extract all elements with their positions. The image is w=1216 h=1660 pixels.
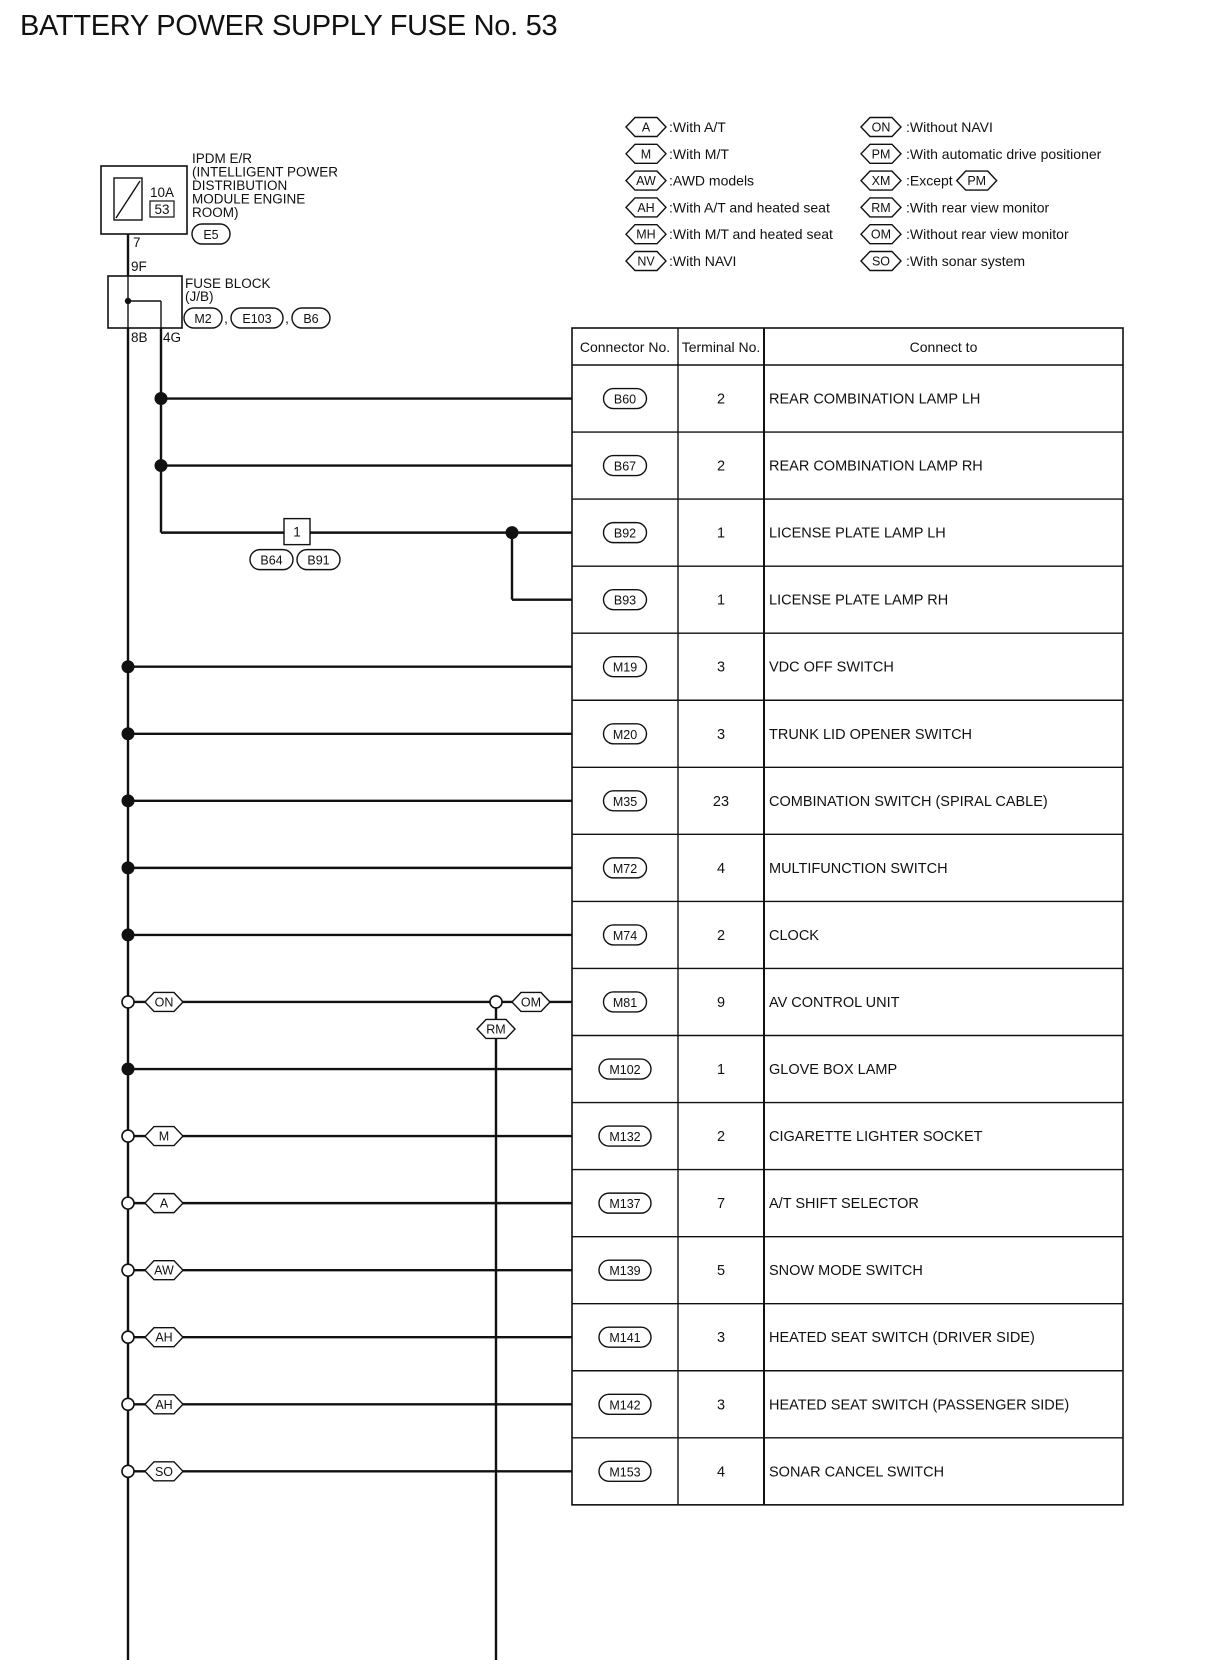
- open-splice: [122, 1465, 134, 1477]
- fuse-block-junction: [125, 298, 131, 304]
- splice-dot: [122, 727, 135, 740]
- splice-dot: [122, 1063, 135, 1076]
- option-tag-label: MH: [636, 227, 656, 242]
- branch-option-tag: [145, 1462, 183, 1481]
- option-tag-label: AW: [636, 174, 656, 189]
- table-terminal-cell: 1: [716, 525, 726, 542]
- open-splice-secondary: [490, 996, 502, 1008]
- fuse-block-connector: [184, 308, 222, 328]
- connector-tag-label: B60: [613, 392, 637, 407]
- legend-tag: [861, 171, 901, 190]
- option-tag-label: OM: [870, 227, 892, 242]
- splice-dot: [122, 861, 135, 874]
- table-terminal-cell: 23: [712, 793, 730, 810]
- fuse-block-label-line: (J/B): [185, 289, 214, 304]
- ipdm-label-line: DISTRIBUTION: [192, 178, 288, 193]
- option-tag-label: XM: [871, 174, 891, 189]
- connector-tag-label: E103: [242, 312, 272, 326]
- open-splice: [122, 1130, 134, 1142]
- legend-text: :With NAVI: [669, 253, 737, 269]
- connector-tag-label: M102: [609, 1063, 641, 1078]
- option-tag-label: PM: [967, 174, 987, 189]
- option-tag-label: A: [159, 1196, 169, 1211]
- table-terminal-cell: 3: [716, 659, 726, 676]
- table-connect-to-cell: COMBINATION SWITCH (SPIRAL CABLE): [769, 793, 1048, 810]
- table-connect-to-cell: LICENSE PLATE LAMP RH: [769, 592, 949, 609]
- table-terminal-cell: 7: [716, 1196, 726, 1213]
- table-connect-to-cell: CLOCK: [769, 927, 819, 944]
- table-terminal-cell: 2: [716, 458, 726, 475]
- connector-tag-label: B93: [613, 593, 637, 608]
- branch-option-tag: [145, 992, 183, 1011]
- legend-text: :With M/T and heated seat: [669, 226, 833, 243]
- fuse-block-box: [108, 276, 182, 328]
- table-terminal-cell: 3: [716, 726, 726, 743]
- table-terminal-cell: 2: [716, 391, 726, 408]
- table-connector-cell: [599, 1327, 651, 1347]
- table-connector-cell: [604, 791, 647, 811]
- legend-tag: [626, 118, 666, 137]
- table-terminal-cell: 3: [716, 1330, 726, 1347]
- table-connector-cell: [604, 590, 647, 610]
- table-connector-cell: [599, 1260, 651, 1280]
- option-tag-label: SO: [871, 254, 891, 269]
- legend-text: :With A/T and heated seat: [669, 199, 830, 216]
- legend-text: :Except: [906, 172, 953, 189]
- legend-tag: [861, 144, 901, 163]
- table-connector-cell: [604, 657, 647, 677]
- branch-option-tag: [145, 1261, 183, 1280]
- legend-text: :AWD models: [669, 172, 755, 189]
- table-connector-cell: [604, 389, 647, 409]
- table-terminal-cell: 2: [716, 927, 726, 944]
- connector-tag-label: M81: [612, 995, 638, 1010]
- table-connector-cell: [604, 925, 647, 945]
- option-tag-label: NV: [637, 254, 655, 269]
- splice-dot: [122, 928, 135, 941]
- joint-connector-tag: [250, 550, 293, 570]
- option-tag-label: RM: [871, 200, 891, 215]
- option-tag-label: AH: [155, 1397, 173, 1412]
- fuse-number: 53: [154, 202, 170, 217]
- table-terminal-cell: 4: [716, 860, 726, 877]
- branch-option-tag: [145, 1328, 183, 1347]
- legend-text: :With automatic drive positioner: [906, 145, 1102, 162]
- connector-tag-label: E5: [203, 228, 219, 242]
- branch-option-tag-secondary: [512, 992, 550, 1011]
- connector-tag-label: B67: [613, 459, 637, 474]
- option-tag-label: PM: [871, 147, 891, 162]
- connector-tag-label: M2: [194, 312, 212, 326]
- connector-tag-label: M72: [612, 861, 638, 876]
- joint-connector-tag: [297, 550, 340, 570]
- option-tag-label: ON: [871, 120, 891, 135]
- legend-text: :Without rear view monitor: [906, 226, 1069, 243]
- connector-tag-label: M19: [612, 660, 638, 675]
- legend-tag: [626, 171, 666, 190]
- connector-tag-label: M153: [609, 1465, 641, 1480]
- table-connect-to-cell: CIGARETTE LIGHTER SOCKET: [769, 1129, 983, 1146]
- splice-dot: [155, 392, 168, 405]
- connector-tag-label: M74: [612, 928, 638, 943]
- legend-tag: [626, 198, 666, 217]
- option-tag-label: RM: [486, 1022, 506, 1037]
- connector-tag-label: M137: [609, 1197, 641, 1212]
- table-terminal-cell: 1: [716, 1062, 726, 1079]
- legend-text: :With A/T: [669, 119, 726, 135]
- page-title: BATTERY POWER SUPPLY FUSE No. 53: [20, 10, 558, 42]
- legend-text: :Without NAVI: [906, 119, 993, 135]
- table-connector-cell: [604, 992, 647, 1012]
- splice-dot: [122, 794, 135, 807]
- legend-text: :With rear view monitor: [906, 199, 1050, 216]
- table-terminal-cell: 1: [716, 592, 726, 609]
- option-tag-label: ON: [154, 995, 174, 1010]
- fuse-block-terminal-4g: 4G: [163, 330, 182, 345]
- option-tag-label: A: [641, 120, 651, 135]
- legend-tag: [861, 118, 901, 137]
- table-connector-cell: [599, 1461, 651, 1481]
- table-terminal-cell: 5: [716, 1263, 726, 1280]
- table-connect-to-cell: A/T SHIFT SELECTOR: [769, 1196, 919, 1213]
- open-splice: [122, 1264, 134, 1276]
- legend-tag: [861, 225, 901, 244]
- table-connector-cell: [599, 1193, 651, 1213]
- open-splice: [122, 1331, 134, 1343]
- connector-tag-label: M35: [612, 794, 638, 809]
- connector-tag-label: B91: [307, 553, 330, 568]
- legend-tag: [861, 252, 901, 271]
- fuse-block-terminal-in: 9F: [131, 259, 147, 274]
- table-header-cell: Connect to: [909, 339, 978, 355]
- option-tag-label: M: [640, 147, 652, 162]
- option-tag-label: OM: [520, 995, 542, 1010]
- ipdm-connector: [192, 224, 230, 244]
- table-connector-cell: [604, 858, 647, 878]
- table-connect-to-cell: AV CONTROL UNIT: [769, 994, 900, 1011]
- option-tag-label: SO: [154, 1464, 174, 1479]
- legend-tag: [626, 225, 666, 244]
- branch-option-tag: [145, 1395, 183, 1414]
- fuse-block-connector: [292, 308, 330, 328]
- table-connect-to-cell: SONAR CANCEL SWITCH: [769, 1464, 945, 1481]
- fuse-rating: 10A: [149, 185, 175, 200]
- ipdm-terminal: 7: [133, 235, 141, 250]
- connector-tag-label: B64: [260, 553, 283, 568]
- connector-tag-label: M139: [609, 1264, 641, 1279]
- branch-option-tag: [145, 1127, 183, 1146]
- table-connect-to-cell: GLOVE BOX LAMP: [769, 1062, 898, 1079]
- open-splice: [122, 1197, 134, 1209]
- table-connector-cell: [604, 724, 647, 744]
- fuse-block-terminal-8b: 8B: [131, 330, 148, 345]
- legend-tag: [626, 252, 666, 271]
- ipdm-label-line: (INTELLIGENT POWER: [192, 164, 339, 180]
- connector-tag-label: M20: [612, 727, 638, 742]
- table-terminal-cell: 2: [716, 1129, 726, 1146]
- option-tag-label: M: [158, 1129, 170, 1144]
- connector-tag-label: M142: [609, 1398, 641, 1413]
- table-frame: [572, 328, 1123, 1505]
- ipdm-label-line: ROOM): [192, 205, 239, 220]
- table-connect-to-cell: REAR COMBINATION LAMP LH: [769, 391, 981, 408]
- fuse-block-connector: [231, 308, 283, 328]
- connector-tag-label: M132: [609, 1130, 641, 1145]
- table-connect-to-cell: VDC OFF SWITCH: [769, 659, 894, 676]
- legend-text: :With sonar system: [906, 253, 1026, 269]
- table-connector-cell: [599, 1394, 651, 1414]
- legend-tag: [626, 144, 666, 163]
- table-connector-cell: [604, 456, 647, 476]
- option-tag-label: AW: [154, 1263, 174, 1278]
- option-tag-label: AH: [155, 1330, 173, 1345]
- splice-dot: [122, 660, 135, 673]
- table-terminal-cell: 4: [716, 1464, 726, 1481]
- connector-tag-label: M141: [609, 1331, 641, 1346]
- table-header-cell: Connector No.: [579, 339, 671, 355]
- joint-connector-number: 1: [293, 524, 301, 540]
- connector-separator: ,: [224, 311, 228, 326]
- legend-tag: [861, 198, 901, 217]
- branch-option-tag: [145, 1194, 183, 1213]
- table-terminal-cell: 3: [716, 1397, 726, 1414]
- connector-tag-label: B92: [613, 526, 637, 541]
- legend-text: :With M/T: [669, 145, 729, 162]
- table-connect-to-cell: MULTIFUNCTION SWITCH: [769, 860, 948, 877]
- table-connector-cell: [599, 1126, 651, 1146]
- table-connect-to-cell: SNOW MODE SWITCH: [769, 1263, 923, 1280]
- ipdm-label-line: IPDM E/R: [192, 151, 253, 166]
- table-connect-to-cell: HEATED SEAT SWITCH (PASSENGER SIDE): [769, 1397, 1070, 1414]
- open-splice: [122, 996, 134, 1008]
- option-tag-label: AH: [637, 200, 655, 215]
- table-connect-to-cell: LICENSE PLATE LAMP LH: [769, 525, 946, 542]
- table-terminal-cell: 9: [716, 994, 726, 1011]
- connector-tag-label: B6: [303, 312, 319, 326]
- branch-alt-option-tag: [477, 1019, 515, 1038]
- table-connect-to-cell: REAR COMBINATION LAMP RH: [769, 458, 983, 475]
- table-header-cell: Terminal No.: [681, 339, 761, 355]
- ipdm-label-line: MODULE ENGINE: [192, 191, 306, 207]
- table-connector-cell: [599, 1059, 651, 1079]
- splice-dot: [155, 459, 168, 472]
- table-connector-cell: [604, 523, 647, 543]
- table-connect-to-cell: HEATED SEAT SWITCH (DRIVER SIDE): [769, 1330, 1035, 1347]
- open-splice: [122, 1398, 134, 1410]
- fuse-block-label-line: FUSE BLOCK: [185, 276, 271, 291]
- legend-ref-tag: [957, 171, 997, 190]
- connector-separator: ,: [285, 311, 289, 326]
- table-connect-to-cell: TRUNK LID OPENER SWITCH: [769, 726, 973, 743]
